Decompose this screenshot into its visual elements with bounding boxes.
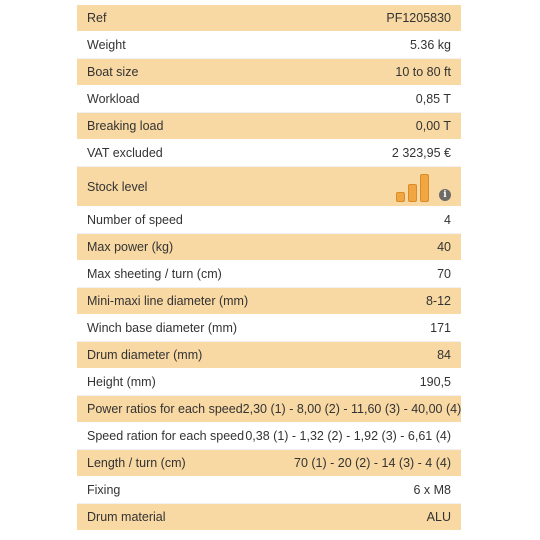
stock-bar-3 [420, 174, 429, 202]
spec-row-number-of-speed [77, 207, 461, 234]
spec-label: Breaking load [87, 119, 164, 133]
spec-label: VAT excluded [87, 146, 163, 160]
spec-row-drum-material [77, 504, 461, 531]
spec-value: 70 (1) - 20 (2) - 14 (3) - 4 (4) [294, 456, 451, 470]
spec-row-length-per-turn [77, 450, 461, 477]
spec-label: Power ratios for each speed [87, 402, 243, 416]
spec-row-breaking-load [77, 113, 461, 140]
spec-label: Max sheeting / turn (cm) [87, 267, 222, 281]
spec-label: Number of speed [87, 213, 183, 227]
spec-label: Height (mm) [87, 375, 156, 389]
spec-label: Speed ration for each speed [87, 429, 245, 443]
spec-label: Stock level [87, 179, 148, 194]
spec-row-fixing [77, 477, 461, 504]
spec-row-workload [77, 86, 461, 113]
spec-label: Winch base diameter (mm) [87, 321, 238, 335]
spec-row-stock-level [77, 167, 461, 207]
spec-label: Max power (kg) [87, 240, 174, 254]
spec-value: PF1205830 [386, 11, 451, 25]
spec-row-max-power [77, 234, 461, 261]
spec-value: ALU [426, 510, 451, 524]
spec-value: 40 [437, 240, 451, 254]
spec-value: 2,30 (1) - 8,00 (2) - 11,60 (3) - 40,00 (4) [242, 402, 462, 416]
spec-row-max-sheeting [77, 261, 461, 288]
spec-row-vat-excluded [77, 140, 461, 167]
spec-row-speed-ration [77, 423, 461, 450]
spec-value: 70 [437, 267, 451, 281]
spec-value: 0,00 T [415, 119, 451, 133]
spec-label: Workload [87, 92, 140, 106]
stock-level-indicator [396, 172, 451, 202]
spec-label: Boat size [87, 65, 139, 79]
spec-row-drum-diameter [77, 342, 461, 369]
spec-value: 84 [437, 348, 451, 362]
spec-value: 5.36 kg [409, 38, 451, 52]
spec-value: 2 323,95 € [391, 146, 451, 160]
spec-label: Weight [87, 38, 126, 52]
spec-row-weight [77, 32, 461, 59]
spec-row-height [77, 369, 461, 396]
spec-value: 190,5 [419, 375, 451, 389]
spec-row-power-ratios [77, 396, 461, 423]
spec-label: Length / turn (cm) [87, 456, 186, 470]
spec-label: Ref [87, 11, 107, 25]
stock-bar-2 [408, 184, 417, 202]
spec-value: 0,38 (1) - 1,32 (2) - 1,92 (3) - 6,61 (4) [245, 429, 451, 443]
stock-bar-1 [396, 192, 405, 202]
spec-value: 8-12 [425, 294, 451, 308]
info-icon[interactable]: i [439, 189, 451, 201]
spec-row-boat-size [77, 59, 461, 86]
spec-row-ref [77, 5, 461, 32]
spec-value: 171 [430, 321, 451, 335]
product-spec-table [77, 5, 461, 531]
spec-label: Drum diameter (mm) [87, 348, 203, 362]
spec-value: 10 to 80 ft [395, 65, 451, 79]
spec-label: Drum material [87, 510, 166, 524]
spec-label: Fixing [87, 483, 121, 497]
spec-row-winch-base-diameter [77, 315, 461, 342]
spec-value: 4 [444, 213, 451, 227]
spec-label: Mini-maxi line diameter (mm) [87, 294, 249, 308]
spec-row-line-diameter [77, 288, 461, 315]
spec-value: 6 x M8 [413, 483, 451, 497]
spec-value: 0,85 T [415, 92, 451, 106]
